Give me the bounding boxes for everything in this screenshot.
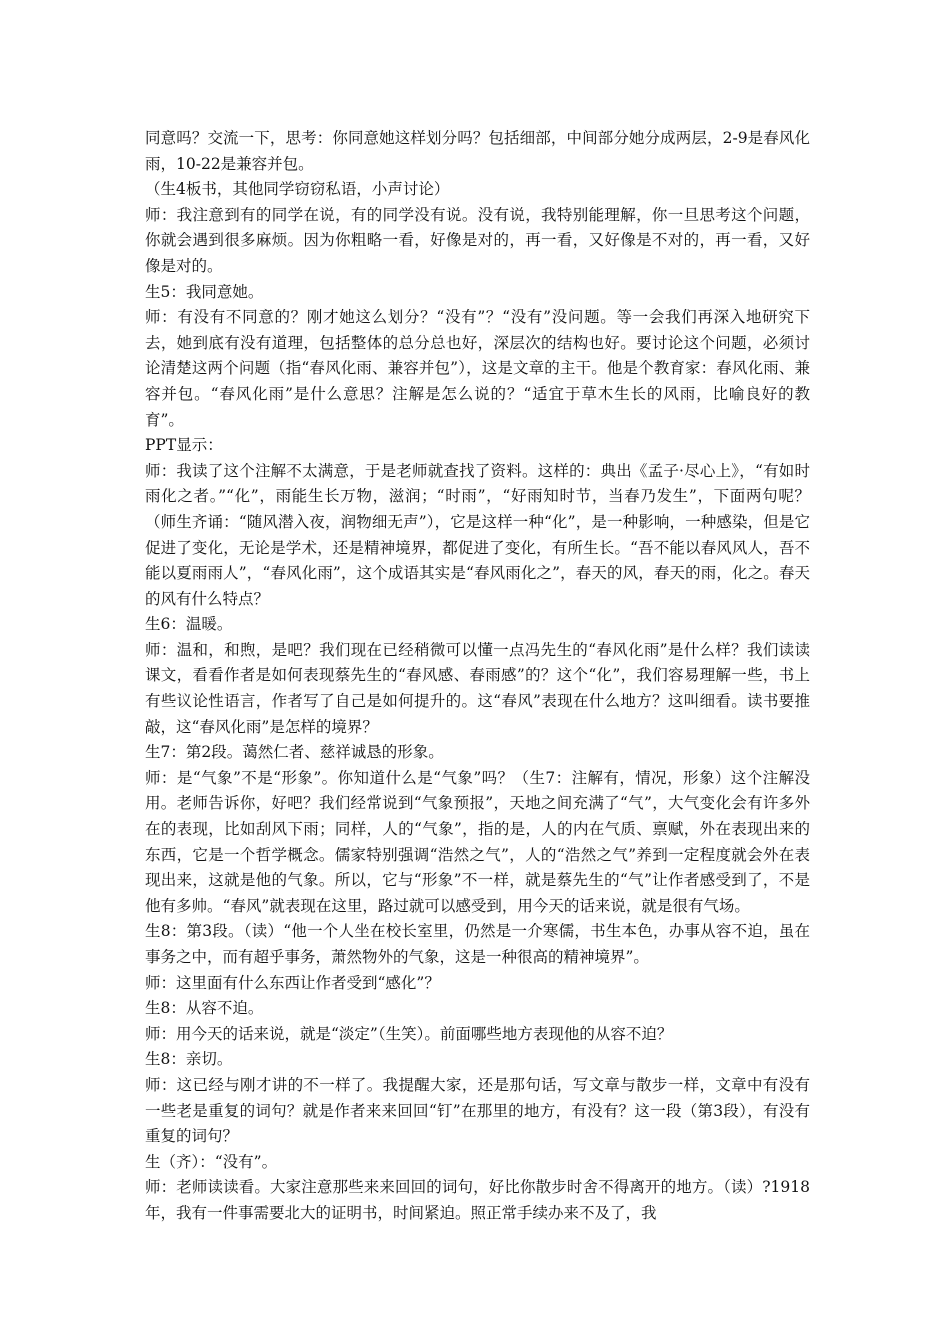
paragraph: 生8：从容不迫。 <box>145 999 264 1018</box>
paragraph: 师：我注意到有的同学在说，有的同学没有说。没有说，我特别能理解，你一旦思考这个问题，你就会遇到很多麻烦。因为你粗略一看，好像是对的，再一看，又好像是不对的，再一看，又好像是对的。 <box>145 205 810 275</box>
paragraph: 师：老师读读看。大家注意那些来来回回的词句，好比你散步时舍不得离开的地方。（读）?1918年，我有一件事需要北大的证明书，时间紧迫。照正常手续办来不及了，我 <box>145 1178 810 1222</box>
paragraph: 师：这已经与刚才讲的不一样了。我提醒大家，还是那句话，写文章与散步一样，文章中有没有一些老是重复的词句？就是作者来来回回“钉”在那里的地方，有没有？这一段（第3段），有没有重复的词句？ <box>145 1075 810 1146</box>
paragraph: 生6：温暖。 <box>145 615 233 634</box>
paragraph: 生8：亲切。 <box>145 1050 233 1069</box>
paragraph: 师：是“气象”不是“形象”。你知道什么是“气象”吗？（生7：注解有，情况，形象）这个注解没用。老师告诉你，好吧？我们经常说到“气象预报”，天地之间充满了“气”，大气变化会有许多外在的表现，比如刮风下雨；同样，人的“气象”，指的是，人的内在气质、禀赋，外在表现出来的东西，它是一个哲学概念。儒家特别强调“浩然之气”，人的“浩然之气”养到一定程度就会外在表现出来，这就是他的气象。所以，它与“形象”不一样，就是蔡先生的“气”让作者感受到了，不是他有多帅。“春风”就表现在这里，路过就可以感受到，用今天的话来说，就是很有气场。 <box>145 768 810 915</box>
paragraph: 师：我读了这个注解不太满意，于是老师就查找了资料。这样的：典出《孟子·尽心上》，“有如时雨化之者。”“化”，雨能生长万物，滋润；“时雨”，“好雨知时节，当春乃发生”，下面两句呢？（师生齐诵：“随风潜入夜，润物细无声”），它是这样一种“化”，是一种影响，一种感染，但是它促进了变化，无论是学术，还是精神境界，都促进了变化，有所生长。“吾不能以春风风人，吾不能以夏雨雨人”，“春风化雨”，这个成语其实是“春风雨化之”，春天的风，春天的雨，化之。春天的风有什么特点？ <box>145 461 810 608</box>
paragraph: 生7：第2段。蔼然仁者、慈祥诚恳的形象。 <box>145 743 444 762</box>
paragraph: 师：温和，和煦，是吧？我们现在已经稍微可以懂一点冯先生的“春风化雨”是什么样？我们读读课文，看看作者是如何表现蔡先生的“春风感、春雨感”的？这个“化”，我们容易理解一些，书上有些议论性语言，作者写了自己是如何提升的。这“春风”表现在什么地方？这叫细看。读书要推敲，这“春风化雨”是怎样的境界？ <box>145 640 810 736</box>
paragraph: （生4板书，其他同学窃窃私语，小声讨论） <box>145 180 450 199</box>
paragraph: 生（齐）：“没有”。 <box>145 1152 278 1171</box>
document-page <box>145 126 810 1227</box>
paragraph: 师：这里面有什么东西让作者受到“感化”？ <box>145 973 440 992</box>
paragraph: 师：用今天的话来说，就是“淡定”（生笑）。前面哪些地方表现他的从容不迫？ <box>145 1024 673 1043</box>
paragraph: 师：有没有不同意的？刚才她这么划分？“没有”？“没有”没问题。等一会我们再深入地研究下去，她到底有没有道理，包括整体的总分总也好，深层次的结构也好。要讨论这个问题，必须讨论清楚这两个问题（指“春风化雨、兼容并包”），这是文章的主干。他是个教育家：春风化雨、兼容并包。“春风化雨”是什么意思？注解是怎么说的？“适宜于草木生长的风雨，比喻良好的教育”。 <box>145 308 810 429</box>
paragraph: 生5：我同意她。 <box>145 282 264 301</box>
paragraph: 生8：第3段。（读）“他一个人坐在校长室里，仍然是一介寒儒，书生本色，办事从容不迫，虽在事务之中，而有超乎事务，萧然物外的气象，这是一种很高的精神境界”。 <box>145 922 810 966</box>
paragraph: PPT显示： <box>145 436 223 455</box>
paragraph: 同意吗？交流一下，思考：你同意她这样划分吗？包括细部，中间部分她分成两层，2-9是春风化雨，10-22是兼容并包。 <box>145 129 810 173</box>
